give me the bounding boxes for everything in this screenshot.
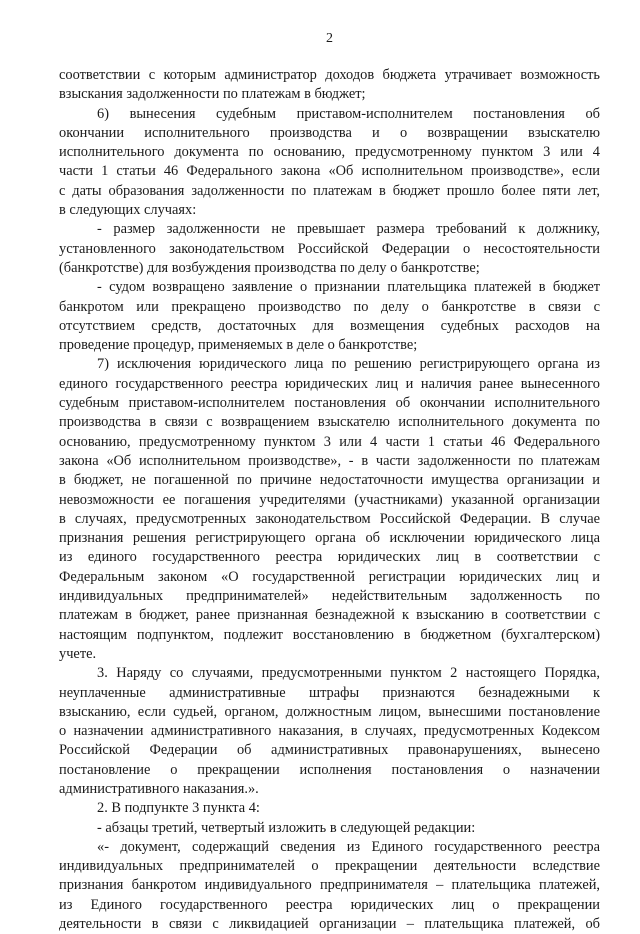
text-line: невозможности ее погашения учредителями (участниками) указанной организации — [59, 491, 600, 508]
text-line: закона «Об исполнительном производстве», - в части задолженности по платежам — [59, 452, 600, 469]
text-line: индивидуальных предпринимателей о прекращении деятельности вследствие — [59, 858, 600, 875]
text-line: в случаях, предусмотренных законодательством Российской Федерации. В случае — [59, 510, 600, 527]
text-line: (банкротстве) для возбуждения производства по делу о банкротстве; — [59, 259, 480, 276]
text-line: из Единого государственного реестра юридических лиц о прекращении — [59, 896, 600, 913]
paragraph-item-3 — [59, 664, 600, 799]
text-line: деятельности в связи с ликвидацией организации – плательщика платежей, об — [59, 916, 600, 933]
text-line: единого государственного реестра юридических лиц и наличия ранее вынесенного — [59, 375, 600, 392]
document-page — [59, 30, 600, 933]
text-line: в следующих случаях: — [59, 202, 197, 219]
text-line: окончании исполнительного производства и о возвращении взыскателю — [59, 124, 600, 141]
text-line: из единого государственного реестра юридических лиц в соответствии с — [59, 549, 600, 566]
text-line: с даты образования задолженности по платежам в бюджет прошло более пяти лет, — [59, 182, 600, 199]
text-line: административного наказания.». — [59, 780, 259, 797]
text-line: Российской Федерации об административных правонарушениях, вынесено — [59, 742, 600, 759]
text-line: учете. — [59, 645, 97, 662]
paragraph-bullet-debt-size — [59, 220, 600, 278]
paragraph-amendment-instruction — [59, 819, 600, 838]
text-line: исполнительного документа по основанию, предусмотренному пунктом 3 или 4 — [59, 144, 600, 161]
text-line: в бюджет, не погашенной по причине недостаточности имущества организации и — [59, 472, 600, 489]
text-line: - размер задолженности не превышает размера требований к должнику, — [97, 221, 600, 238]
text-line: о назначении административного наказания, в случаях, предусмотренных Кодексом — [59, 723, 600, 740]
text-line: постановление о прекращении исполнения постановления о назначении — [59, 761, 600, 778]
text-line: судебным приставом-исполнителем постановления об окончании исполнительного — [59, 395, 600, 412]
text-line: основанию, предусмотренному пунктом 3 или 4 части 1 статьи 46 Федерального — [59, 433, 600, 450]
text-line: - судом возвращено заявление о признании плательщика платежей в бюджет — [97, 279, 600, 296]
text-line: банкротом или прекращено производство по делу о банкротстве в связи с — [59, 298, 600, 315]
text-line: проведение процедур, применяемых в деле о банкротстве; — [59, 337, 418, 354]
text-line: 2. В подпункте 3 пункта 4: — [97, 800, 260, 817]
text-line: отсутствием средств, достаточных для возмещения судебных расходов на — [59, 317, 600, 334]
text-line: взысканию, если судьей, органом, должностным лицом, вынесшими постановление — [59, 703, 600, 720]
text-line: индивидуальных предпринимателей» недействительным задолженность по — [59, 588, 600, 605]
paragraph-continuation — [59, 66, 600, 105]
paragraph-amendment-2 — [59, 799, 600, 818]
text-line: установленного законодательством Российской Федерации о несостоятельности — [59, 240, 600, 257]
text-line: соответствии с которым администратор доходов бюджета утрачивает возможность — [59, 67, 600, 83]
text-line: производства в связи с возвращением взыскателю исполнительного документа по — [59, 414, 600, 431]
text-line: 6) вынесения судебным приставом-исполнителем постановления об — [97, 105, 600, 122]
text-line: взыскания задолженности по платежам в бюджет; — [59, 86, 366, 103]
paragraph-subitem-7 — [59, 355, 600, 664]
text-line: признания решения регистрирующего органа об исключении юридического лица — [59, 530, 600, 547]
page-number: 2 — [326, 31, 333, 46]
paragraph-quoted-document — [59, 838, 600, 934]
text-line: неуплаченные административные штрафы признаются безнадежными к — [59, 684, 600, 701]
paragraph-bullet-court-returned — [59, 278, 600, 355]
paragraph-subitem-6 — [59, 105, 600, 221]
text-line: - абзацы третий, четвертый изложить в следующей редакции: — [97, 819, 476, 836]
text-line: признания банкротом индивидуального предпринимателя – плательщика платежей, — [59, 877, 600, 894]
text-line: части 1 статьи 46 Федерального закона «Об исполнительном производстве», если — [59, 163, 600, 180]
text-line: 3. Наряду со случаями, предусмотренными пунктом 2 настоящего Порядка, — [97, 665, 600, 682]
text-line: «- документ, содержащий сведения из Единого государственного реестра — [97, 838, 600, 855]
text-line: Федеральным законом «О государственной регистрации юридических лиц и — [59, 568, 600, 585]
text-line: платежам в бюджет, ранее признанная безнадежной к взысканию в соответствии с — [59, 607, 600, 624]
text-line: настоящим подпунктом, подлежит восстановлению в бюджетном (бухгалтерском) — [59, 626, 600, 643]
text-line: 7) исключения юридического лица по решению регистрирующего органа из — [97, 356, 600, 373]
